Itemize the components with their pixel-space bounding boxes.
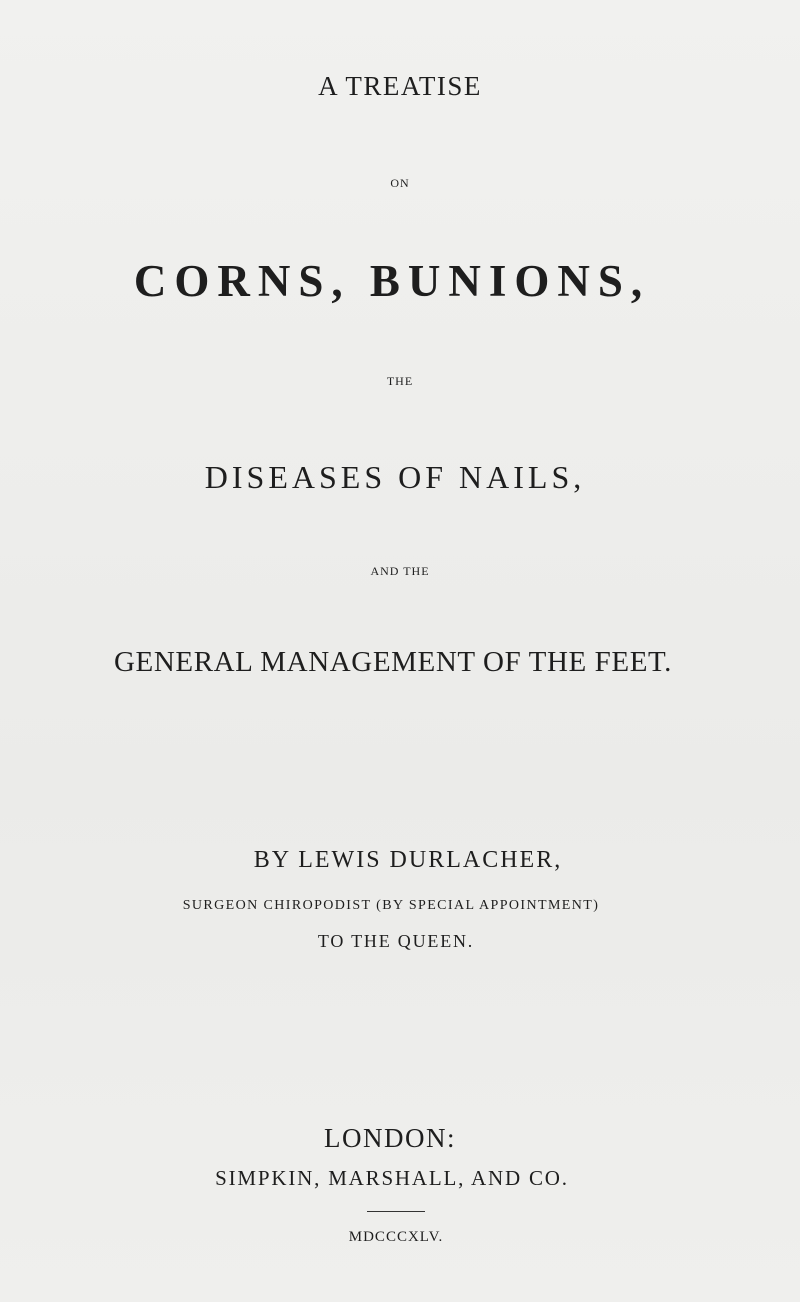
author-role-continued: TO THE QUEEN.	[317, 931, 475, 951]
imprint-rule	[367, 1211, 425, 1212]
connector-and-the: AND THE	[370, 564, 430, 578]
subtitle-general-management: GENERAL MANAGEMENT OF THE FEET.	[113, 646, 673, 678]
imprint-year: MDCCCXLV.	[348, 1229, 444, 1245]
connector-on: ON	[390, 176, 410, 190]
subtitle-diseases: DISEASES OF NAILS,	[204, 459, 586, 495]
treatise-heading: A TREATISE	[318, 71, 482, 101]
main-title: CORNS, BUNIONS,	[133, 256, 651, 306]
connector-the: THE	[386, 374, 414, 388]
author-role: SURGEON CHIROPODIST (BY SPECIAL APPOINTMENT)	[182, 898, 600, 913]
imprint-place: LONDON:	[324, 1123, 456, 1153]
author-line: BY LEWIS DURLACHER,	[253, 847, 563, 873]
imprint-publisher: SIMPKIN, MARSHALL, AND CO.	[215, 1166, 569, 1190]
